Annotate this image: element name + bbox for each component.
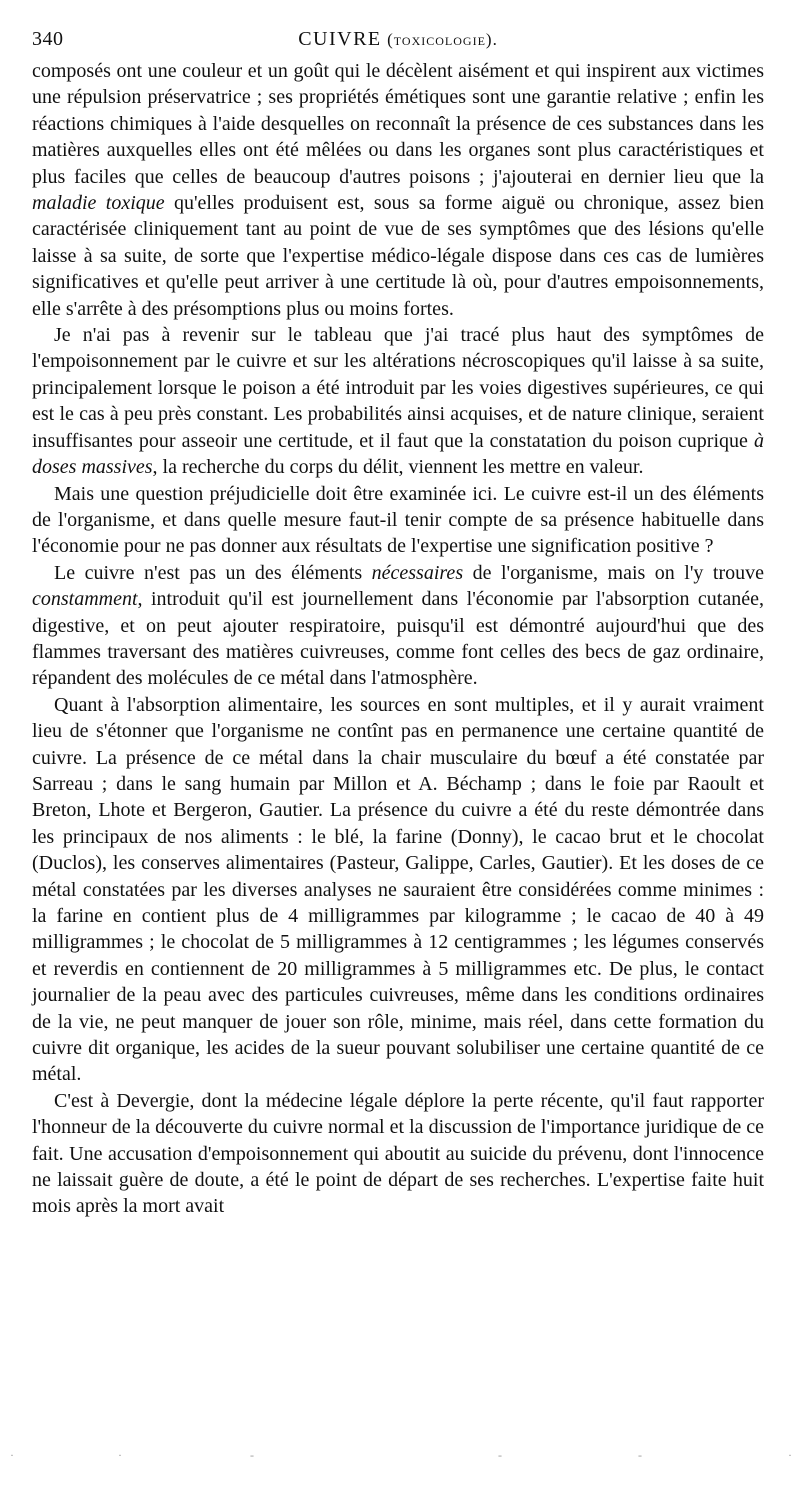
running-title-sub: (toxicologie). <box>387 30 498 49</box>
paragraph <box>32 322 764 480</box>
italic-text: nécessaires <box>371 561 464 584</box>
text-run: Le cuivre n'est pas un des éléments <box>54 561 372 584</box>
paragraph <box>32 560 764 692</box>
running-title-main: CUIVRE <box>298 28 382 50</box>
text-run: composés ont une couleur et un goût qui le décèlent aisément et qui inspirent aux victimes une répulsion préservatrice ; ses propriétés émétiques sont une garantie relative ; enfin les réactions chimiques à l'aide desquelles on reconnaît la présence de ces substances dans les matières auxquelles elles ont été mêlées ou dans les organes sont plus caractéristiques et plus faciles que celles de beaucoup d'autres poisons ; j'ajouterai en dernier lieu que la <box>32 60 764 188</box>
text-run: , la recherche du corps du délit, viennent les mettre en valeur. <box>152 456 644 479</box>
text-run: Je n'ai pas à revenir sur le tableau que j'ai tracé plus haut des symptômes de l'empoisonnement par le cuivre et sur les altérations nécroscopiques qu'il laisse à sa suite, principalement lorsque le poison a été introduit par les voies digestives supérieures, ce qui est le cas à peu près constant. Les probabilités ainsi acquises, et de nature clinique, seraient insuffisantes pour asseoir une certitude, et il faut que la constatation du poison cuprique <box>32 324 764 452</box>
text-run: Mais une question préjudicielle doit être examinée ici. Le cuivre est-il un des éléments de l'organisme, et dans quelle mesure faut-il tenir compte de sa présence habituelle dans l'économie pour ne pas donner aux résultats de l'expertise une signification positive ? <box>32 482 764 558</box>
italic-text: à doses massives <box>32 429 764 479</box>
paragraph <box>32 481 764 560</box>
running-title <box>32 28 764 51</box>
running-head <box>32 22 764 58</box>
paragraph <box>32 692 764 1088</box>
scan-specks: · · - - - · <box>10 1448 792 1462</box>
text-run: C'est à Devergie, dont la médecine légale déplore la perte récente, qu'il faut rapporter l'honneur de la découverte du cuivre normal et la discussion de l'importance juridique de ce fait. Une accusation d'empoisonnement qui aboutit au suicide du prévenu, dont l'innocence ne laissait guère de doute, a été le point de départ de ses recherches. L'expertise faite huit mois après la mort avait <box>32 1089 764 1218</box>
paragraph <box>32 58 764 322</box>
text-run: Quant à l'absorption alimentaire, les sources en sont multiples, et il y aurait vraiment lieu de s'étonner que l'organisme ne contînt pas en permanence une certaine quantité de cuivre. La présence de ce métal dans la chair musculaire du bœuf a été constatée par Sarreau ; dans le sang humain par Millon et A. Béchamp ; dans le foie par Raoult et Breton, Lhote et Bergeron, Gautier. La présence du cuivre a été du reste démontrée dans les principaux de nos aliments : le blé, la farine (Donny), le cacao brut et le chocolat (Duclos), les conserves alimentaires (Pasteur, Galippe, Carles, Gautier). Et les doses de ce métal constatées par les diverses analyses ne sauraient être considérées comme minimes : la farine en contient plus de 4 milligrammes par kilogramme ; le cacao de 40 à 49 milligrammes ; le chocolat de 5 milligrammes à 12 centigrammes ; les légumes conservés et reverdis en contiennent de 20 milligrammes à 5 milligrammes etc. De plus, le contact journalier de la peau avec des particules cuivreuses, même dans les conditions ordinaires de la vie, ne peut manquer de jouer son rôle, minime, mais réel, dans cette formation du cuivre dit organique, les acides de la sueur pouvant solubiliser une certaine quantité de ce métal. <box>32 693 764 1086</box>
text-run: de l'organisme, mais on l'y trouve <box>463 561 764 584</box>
text-run: qu'elles produisent est, sous sa forme aiguë ou chronique, assez bien caractérisée cliniquement tant au point de vue de ses symptômes que des lésions qu'elle laisse à sa suite, de sorte que l'expertise médico-légale dispose dans ces cas de lumières significatives et qu'elle peut arriver à une certitude là où, pour d'autres empoisonnements, elle s'arrête à des présomptions plus ou moins fortes. <box>32 192 764 320</box>
page-number: 340 <box>32 28 64 50</box>
italic-text: maladie toxique <box>32 192 165 215</box>
text-run: , introduit qu'il est journellement dans l'économie par l'absorption cutanée, digestive, et on peut ajouter respiratoire, puisqu'il est démontré aujourd'hui que des flammes traversant des matières cuivreuses, comme font celles des becs de gaz ordinaire, répandent des molécules de ce métal dans l'atmosphère. <box>32 588 764 690</box>
paragraph <box>32 1088 764 1220</box>
italic-text: constamment <box>32 588 138 611</box>
body-text <box>32 58 764 1220</box>
book-page <box>32 22 764 1220</box>
